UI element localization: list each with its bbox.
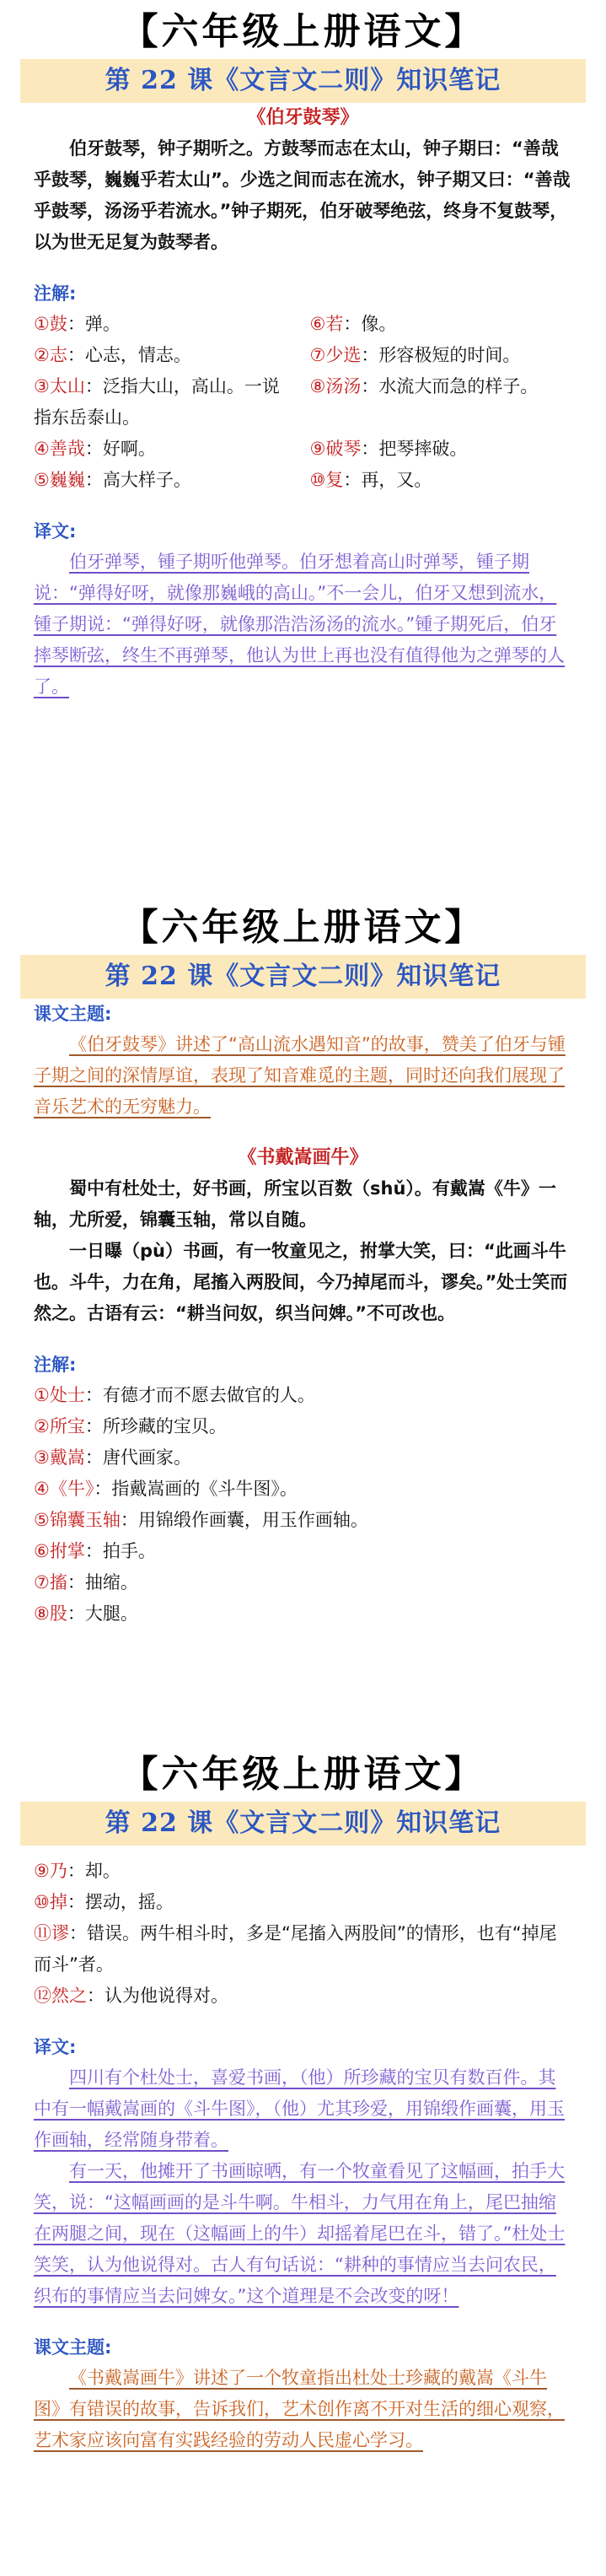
- note-definition: 唐代画家。: [102, 1447, 191, 1468]
- note-number: ⑩: [309, 470, 326, 490]
- story-paragraph: 伯牙鼓琴，钟子期听之。方鼓琴而志在太山，钟子期曰：“善哉乎鼓琴，巍巍乎若太山”。少选之间而志在流水，钟子期又曰：“善哉乎鼓琴，汤汤乎若流水。”钟子期死，伯牙破琴绝弦，终身不复鼓琴，以为世无足复为鼓琴者。: [34, 138, 571, 252]
- note-number: ①: [34, 1385, 50, 1405]
- note-item: ⑩掉：摆动，摇。: [34, 1892, 174, 1912]
- notes-list-boya: [34, 309, 572, 496]
- translation-text: 四川有个杜处士，喜爱书画，（他）所珍藏的宝贝有数百件。其中有一幅戴嵩画的《斗牛图》，（他）尤其珍爱，用锦缎作画囊，用玉作画轴，经常随身带着。: [34, 2067, 565, 2150]
- note-term: 搐: [49, 1572, 67, 1592]
- theme-label: 课文主题:: [34, 1004, 112, 1024]
- note-definition: 再，又。: [361, 470, 432, 490]
- note-term: 锦囊玉轴: [49, 1510, 121, 1530]
- story-title-daisong: 《书戴嵩画牛》: [238, 1147, 368, 1168]
- note-item: ⑨破琴：把琴摔破。: [309, 439, 468, 459]
- note-number: ③: [34, 1447, 50, 1468]
- story-text-daisong: [34, 1173, 572, 1329]
- note-definition: 心志，情志。: [84, 345, 191, 365]
- note-term: 若: [325, 314, 344, 334]
- note-item: ⑥拊掌：拍手。: [34, 1541, 156, 1561]
- note-definition: 拍手。: [102, 1541, 156, 1561]
- note-item: ⑩复：再，又。: [309, 470, 432, 490]
- note-item: ④善哉：好啊。: [34, 439, 156, 459]
- note-number: ③: [34, 376, 50, 396]
- theme-label: 课文主题:: [34, 2337, 112, 2358]
- note-term: 掉: [49, 1892, 67, 1912]
- note-item: ⑥若：像。: [309, 314, 397, 334]
- note-number: ⑩: [34, 1892, 50, 1912]
- note-term: 拊掌: [49, 1541, 85, 1561]
- note-item: ④《牛》：指戴嵩画的《斗牛图》。: [34, 1479, 298, 1499]
- translation-label: 译文:: [34, 521, 77, 542]
- note-definition: 高大样子。: [102, 470, 191, 490]
- story-paragraph: 一日曝（pù）书画，有一牧童见之，拊掌大笑，曰：“此画斗牛也。斗牛，力在角，尾搐入两股间，今乃掉尾而斗，谬矣。”处士笑而然之。古语有云：“耕当问奴，织当问婢。”不可改也。: [34, 1241, 568, 1323]
- note-term: 戴嵩: [49, 1447, 85, 1468]
- note-definition: 水流大而急的样子。: [378, 376, 539, 396]
- note-item: ③戴嵩：唐代画家。: [34, 1447, 191, 1468]
- story-text-boya: [34, 133, 572, 258]
- note-number: ⑥: [309, 314, 326, 334]
- note-definition: 却。: [84, 1861, 121, 1881]
- page-title: 【六年级上册语文】: [121, 1753, 485, 1796]
- note-definition: 认为他说得对。: [105, 1986, 228, 2006]
- theme-text: 《书戴嵩画牛》讲述了一个牧童指出杜处士珍藏的戴嵩《斗牛图》有错误的故事，告诉我们，艺术创作离不开对生活的细心观察，艺术家应该向富有实践经验的劳动人民虚心学习。: [34, 2368, 565, 2450]
- note-definition: 摆动，摇。: [84, 1892, 174, 1912]
- page-2: [0, 901, 606, 1630]
- note-number: ⑨: [34, 1861, 50, 1881]
- note-item: ⑪谬：错误。两牛相斗时，多是“尾搐入两股间”的情形，也有“掉尾而斗”者。: [34, 1923, 557, 1975]
- note-item: ⑧股：大腿。: [34, 1603, 138, 1624]
- translation-label: 译文:: [34, 2037, 77, 2057]
- note-term: 股: [49, 1603, 67, 1624]
- note-item: ⑦少选：形容极短的时间。: [309, 345, 521, 365]
- note-term: 志: [49, 345, 67, 365]
- note-definition: 像。: [361, 314, 397, 334]
- note-term: 巍巍: [49, 470, 85, 490]
- note-definition: 形容极短的时间。: [378, 345, 521, 365]
- lesson-title: 第 22 课《文言文二则》知识笔记: [20, 955, 586, 999]
- note-item: ⑤巍巍：高大样子。: [34, 470, 191, 490]
- note-number: ⑤: [34, 1510, 50, 1530]
- note-definition: 大腿。: [84, 1603, 138, 1624]
- note-definition: 所珍藏的宝贝。: [102, 1416, 227, 1436]
- translation-text: 有一天，他摊开了书画晾晒，有一个牧童看见了这幅画，拍手大笑，说：“这幅画画的是斗牛啊。牛相斗，力气用在角上，尾巴抽缩在两腿之间，现在（这幅画上的牛）却摇着尾巴在斗，错了。”杜处士笑笑，认为他说得对。古人有句话说：“耕种的事情应当去问农民，织布的事情应当去问婢女。”这个道理是不会改变的呀！: [34, 2161, 566, 2306]
- note-term: 所宝: [49, 1416, 85, 1436]
- note-term: 汤汤: [325, 376, 362, 396]
- theme-text: 《伯牙鼓琴》讲述了“高山流水遇知音”的故事，赞美了伯牙与锺子期之间的深情厚谊，表现了知音难觅的主题，同时还向我们展现了音乐艺术的无穷魅力。: [34, 1034, 566, 1117]
- translation-daisong: [34, 2062, 572, 2312]
- note-term: 然之: [51, 1986, 87, 2006]
- note-number: ①: [34, 314, 50, 334]
- notes-label: 注解:: [34, 1355, 77, 1375]
- note-number: ⑨: [309, 439, 326, 459]
- note-item: ⑦搐：抽缩。: [34, 1572, 138, 1592]
- note-term: 谬: [51, 1923, 69, 1943]
- note-item: ⑨乃：却。: [34, 1861, 121, 1881]
- notes-label: 注解:: [34, 283, 77, 304]
- lesson-title: 第 22 课《文言文二则》知识笔记: [20, 1802, 586, 1846]
- note-term: 破琴: [325, 439, 362, 459]
- note-definition: 抽缩。: [84, 1572, 138, 1592]
- note-definition: 用锦缎作画囊，用玉作画轴。: [137, 1510, 368, 1530]
- notes-list-daisong-cont: [34, 1856, 572, 2012]
- note-item: ②志：心志，情志。: [34, 345, 191, 365]
- note-item: ⑫然之：认为他说得对。: [34, 1986, 228, 2006]
- note-item: ①处士：有德才而不愿去做官的人。: [34, 1385, 315, 1405]
- theme-daisong: [34, 2363, 572, 2456]
- note-item: ①鼓：弹。: [34, 314, 121, 334]
- note-definition: 弹。: [84, 314, 121, 334]
- note-term: 复: [325, 470, 344, 490]
- note-term: 《牛》: [49, 1479, 94, 1499]
- note-number: ⑧: [309, 376, 326, 396]
- lesson-title: 第 22 课《文言文二则》知识笔记: [20, 59, 586, 103]
- note-definition: 把琴摔破。: [378, 439, 468, 459]
- note-number: ⑫: [34, 1986, 51, 2006]
- note-number: ⑦: [309, 345, 326, 365]
- note-number: ②: [34, 1416, 50, 1436]
- note-term: 善哉: [49, 439, 85, 459]
- note-item: ⑧汤汤：水流大而急的样子。: [309, 376, 539, 396]
- note-definition: 错误。两牛相斗时，多是“尾搐入两股间”的情形，也有“掉尾而斗”者。: [34, 1923, 557, 1975]
- page-title: 【六年级上册语文】: [121, 906, 485, 949]
- page-1: [0, 0, 606, 703]
- note-definition: 指戴嵩画的《斗牛图》。: [111, 1479, 298, 1499]
- note-definition: 有德才而不愿去做官的人。: [102, 1385, 315, 1405]
- note-term: 太山: [49, 376, 85, 396]
- note-number: ②: [34, 345, 50, 365]
- note-item: ⑤锦囊玉轴：用锦缎作画囊，用玉作画轴。: [34, 1510, 368, 1530]
- note-number: ④: [34, 1479, 50, 1499]
- page-3: [0, 1748, 606, 2456]
- translation-boya: [34, 547, 572, 703]
- notes-list-daisong: [34, 1380, 572, 1630]
- note-definition: 泛指大山，高山。一说指东岳泰山。: [34, 376, 280, 428]
- translation-text: 伯牙弹琴，锺子期听他弹琴。伯牙想着高山时弹琴，锺子期说：“弹得好呀，就像那巍峨的高山。”不一会儿，伯牙又想到流水，锺子期说：“弹得好呀，就像那浩浩汤汤的流水。”锺子期死后，伯牙摔琴断弦，终生不再弹琴，他认为世上再也没有值得他为之弹琴的人了。: [34, 552, 565, 697]
- note-number: ⑥: [34, 1541, 50, 1561]
- story-title-boya: 《伯牙鼓琴》: [247, 107, 359, 128]
- note-definition: 好啊。: [102, 439, 156, 459]
- note-number: ⑧: [34, 1603, 50, 1624]
- note-term: 处士: [49, 1385, 85, 1405]
- note-number: ④: [34, 439, 50, 459]
- note-number: ⑪: [34, 1923, 51, 1943]
- note-item: ②所宝：所珍藏的宝贝。: [34, 1416, 227, 1436]
- note-term: 乃: [49, 1861, 67, 1881]
- page-title: 【六年级上册语文】: [121, 10, 485, 53]
- note-number: ⑤: [34, 470, 50, 490]
- theme-boya: [34, 1029, 572, 1123]
- note-item: ③太山：泛指大山，高山。一说指东岳泰山。: [34, 376, 280, 428]
- story-paragraph: 蜀中有杜处士，好书画，所宝以百数（shǔ）。有戴嵩《牛》一轴，尤所爱，锦囊玉轴，常以自随。: [34, 1178, 556, 1230]
- note-term: 鼓: [49, 314, 67, 334]
- note-term: 少选: [325, 345, 362, 365]
- note-number: ⑦: [34, 1572, 50, 1592]
